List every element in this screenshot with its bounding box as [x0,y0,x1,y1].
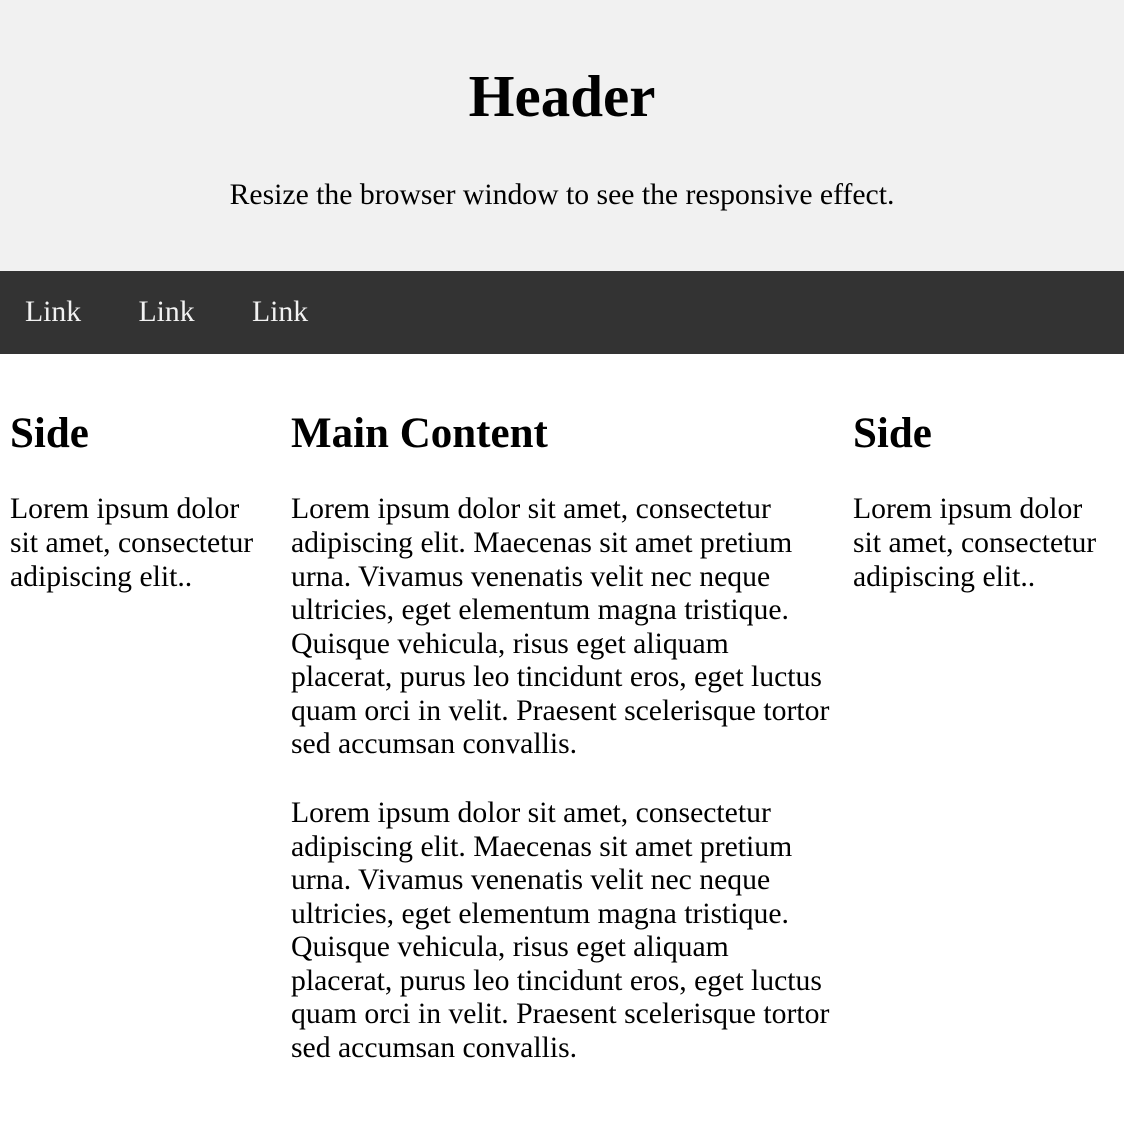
page-header [0,0,1124,271]
header-subtitle: Resize the browser window to see the responsive effect. [229,178,895,211]
nav-link-2[interactable]: Link [138,296,195,328]
main-content-heading: Main Content [291,410,548,457]
main-content-paragraph-1: Lorem ipsum dolor sit amet, consectetur adipiscing elit. Maecenas sit amet pretium urna. Vivamus venenatis velit nec neque ultricies, eget elementum magna tristique. Quisque vehicula, risus eget aliquam placerat, purus leo tincidunt eros, eget luctus quam orci in velit. Praesent scelerisque tortor sed accumsan convallis. [291,493,830,761]
side-left-paragraph: Lorem ipsum dolor sit amet, consectetur adipiscing elit.. [10,493,254,593]
top-navbar [0,271,1124,354]
side-right-heading: Side [853,410,932,457]
content-row [0,354,1124,1110]
side-right-paragraph: Lorem ipsum dolor sit amet, consectetur adipiscing elit.. [853,493,1097,593]
page-title: Header [468,63,656,129]
column-side-left [0,354,281,639]
side-left-heading: Side [10,410,89,457]
main-content-paragraph-2: Lorem ipsum dolor sit amet, consectetur adipiscing elit. Maecenas sit amet pretium urna. Vivamus venenatis velit nec neque ultricies, eget elementum magna tristique. Quisque vehicula, risus eget aliquam placerat, purus leo tincidunt eros, eget luctus quam orci in velit. Praesent scelerisque tortor sed accumsan convallis. [291,796,830,1064]
nav-link-3[interactable]: Link [252,296,309,328]
column-main-content [281,354,843,1110]
column-side-right [843,354,1124,639]
nav-link-1[interactable]: Link [25,296,82,328]
